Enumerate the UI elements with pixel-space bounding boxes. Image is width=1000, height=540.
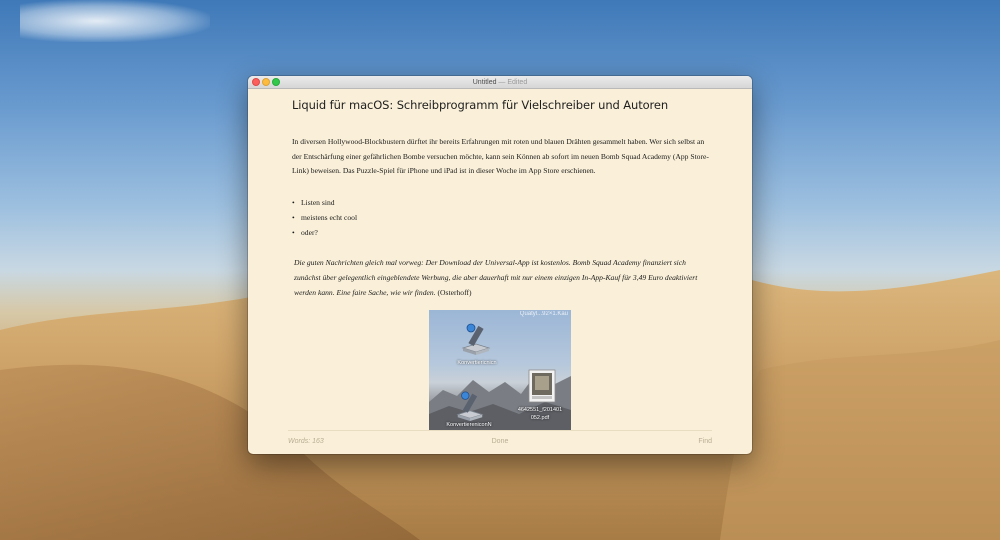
- converter-app-icon: [459, 322, 493, 356]
- converter-icon-label-2: KonvertiereniconN: [446, 422, 492, 428]
- converter-icon-label: Konvertiericnicn: [457, 360, 497, 366]
- pdf-file-label: 4642551_f201401 052.pdf: [517, 407, 563, 421]
- word-count: Words: 163: [288, 438, 324, 445]
- list-item[interactable]: • oder?: [292, 225, 710, 240]
- done-button[interactable]: Done: [491, 438, 509, 445]
- document-quote[interactable]: [292, 256, 710, 300]
- window-title-edited: — Edited: [496, 79, 528, 86]
- quote-source: (Osterhoff): [437, 287, 472, 297]
- find-button[interactable]: Find: [698, 438, 712, 445]
- pdf-file-icon: [527, 368, 557, 404]
- liquid-editor-window: [248, 76, 752, 454]
- bullet-list: [292, 195, 710, 240]
- document-paragraph[interactable]: In diversen Hollywood-Blockbustern dürftet ihr bereits Erfahrungen mit roten und blauen Drähten gesammelt haben. Wer sich selbst an der Entschärfung einer gefährlichen Bombe versuchen möchte, kann sein Können ab sofort im neuen Bomb Squad Academy (App Store-Link) beweisen. Das Puzzle-Spiel für iPhone und iPad ist in dieser Woche im App Store erschienen.: [292, 137, 709, 176]
- document-editor[interactable]: [292, 98, 710, 300]
- window-title-name: Untitled: [472, 79, 497, 86]
- bottom-toolbar: [288, 430, 712, 454]
- desktop-cloud: [20, 0, 210, 42]
- list-item[interactable]: • meistens echt cool: [292, 210, 710, 225]
- window-title: [248, 76, 752, 89]
- embedded-image-title: Quatyl...92×1.Kau: [519, 311, 568, 317]
- window-titlebar[interactable]: [248, 76, 752, 89]
- quote-italic-text: Die guten Nachrichten gleich mal vorweg: Der Download der Universal-App ist kostenlos. Bomb Squad Academy finanziert sich zunächst über gelegentlich eingeblendete Werbung, die aber dauerhaft mit nur einem einzigen In-App-Kauf für 3,49 Euro deaktiviert werden kann. Eine faire Sache, wie wir finden.: [294, 258, 698, 297]
- list-item[interactable]: • Listen sind: [292, 195, 710, 210]
- document-heading[interactable]: Liquid für macOS: Schreibprogramm für Vielschreiber und Autoren: [292, 98, 669, 112]
- embedded-image[interactable]: [429, 310, 571, 431]
- converter-app-icon-2: [454, 390, 486, 422]
